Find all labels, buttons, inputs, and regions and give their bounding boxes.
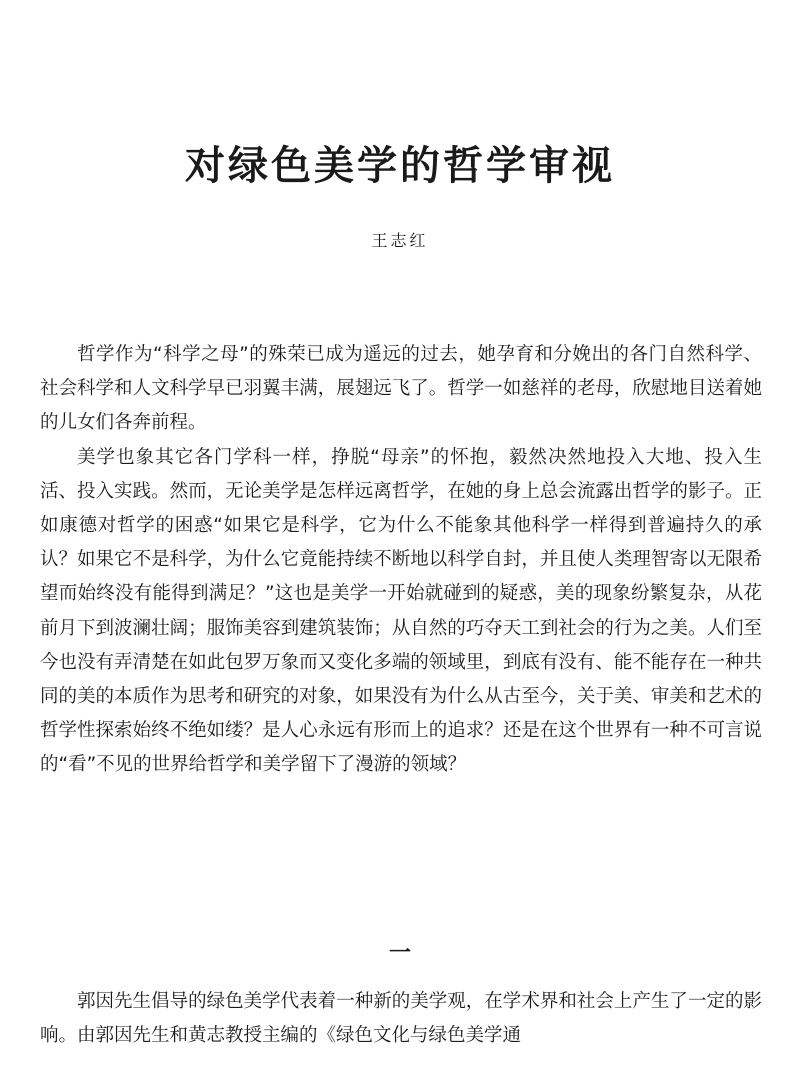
section-body xyxy=(40,985,762,1053)
article-author: 王志红 xyxy=(371,231,429,250)
article-body xyxy=(40,338,762,783)
paragraph: 郭因先生倡导的绿色美学代表着一种新的美学观，在学术界和社会上产生了一定的影响。由郭因先生和黄志教授主编的《绿色文化与绿色美学通 xyxy=(40,991,762,1047)
paragraph: 美学也象其它各门学科一样，挣脱“母亲”的怀抱，毅然决然地投入大地、投入生活、投入实践。然而，无论美学是怎样远离哲学，在她的身上总会流露出哲学的影子。正如康德对哲学的困惑“如果它是科学，它为什么不能象其他科学一样得到普遍持久的承认？如果它不是科学，为什么它竟能持续不断地以科学自封，并且使人类理智寄以无限希望而始终没有能得到满足？”这也是美学一开始就碰到的疑惑，美的现象纷繁复杂，从花前月下到波澜壮阔；服饰美容到建筑装饰；从自然的巧夺天工到社会的行为之美。人们至今也没有弄清楚在如此包罗万象而又变化多端的领域里，到底有没有、能不能存在一种共同的美的本质作为思考和研究的对象，如果没有为什么从古至今，关于美、审美和艺术的哲学性探索始终不绝如缕？是人心永远有形而上的追求？还是在这个世界有一种不可言说的“看”不见的世界给哲学和美学留下了漫游的领域？ xyxy=(40,446,762,776)
paragraph: 哲学作为“科学之母”的殊荣已成为遥远的过去，她孕育和分娩出的各门自然科学、社会科学和人文科学早已羽翼丰满，展翅远飞了。哲学一如慈祥的老母，欣慰地目送着她的儿女们各奔前程。 xyxy=(40,344,762,434)
article-title: 对绿色美学的哲学审视 xyxy=(185,142,615,189)
section-number: 一 xyxy=(388,940,411,966)
